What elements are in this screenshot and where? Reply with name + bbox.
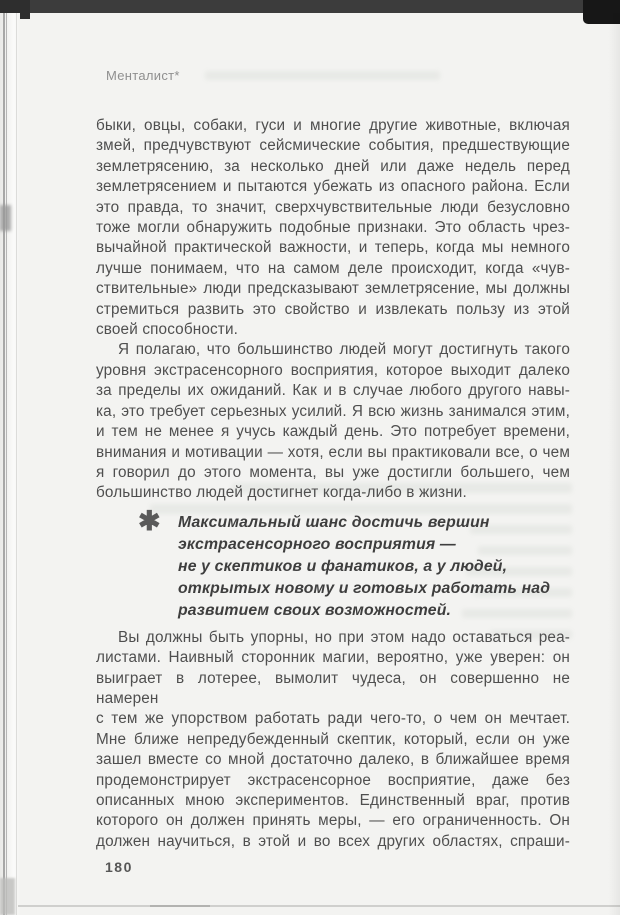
scan-bottom-edge [18, 905, 620, 907]
text-line: Я полагаю, что большинство людей могут достигнуть такого [118, 341, 570, 359]
text-line: открытых новому и готовых работать над [178, 579, 551, 597]
page-bleedthrough [205, 71, 440, 80]
paragraph [96, 628, 570, 852]
text-line: я говорил до этого момента, вы уже достигли большего, чем [96, 463, 570, 481]
page-edge-line [6, 13, 7, 915]
text-line: продемонстрирует экстрасенсорное восприятие, даже без [96, 771, 570, 789]
asterisk-star-icon: ✱ [138, 505, 161, 536]
text-line: которого он должен принять меры, — его ограниченность. Он [96, 812, 570, 830]
text-line: быки, овцы, собаки, гуси и многие другие животные, включая [96, 117, 570, 134]
text-line: зашел вместе со мной достаточно далеко, в ближайшее время [96, 751, 570, 769]
text-line: тоже могли обнаружить подобные признаки. Это область чрез- [96, 219, 570, 237]
text-line: ка, это требует серьезных усилий. Я всю жизнь занимался этим, [96, 402, 570, 420]
spine-bottom-shadow [0, 878, 15, 915]
page-edge-line [3, 13, 5, 915]
page-edge-line [16, 13, 17, 915]
text-line: Мне ближе непредубежденный скептик, который, если он уже [96, 730, 570, 748]
text-line: Максимальный шанс достичь вершин [178, 513, 490, 531]
scan-bottom-edge-mark [150, 905, 210, 907]
text-column [96, 116, 570, 852]
text-line: и тем не менее я учусь каждый день. Это потребует времени, [96, 423, 570, 441]
text-line: большинство людей достигнет когда-либо в жизни. [96, 484, 467, 502]
text-line: не у скептиков и фанатиков, а у людей, [178, 557, 508, 575]
page-right-shade [608, 13, 620, 915]
running-head: Менталист* [106, 68, 180, 83]
text-line: лучше понимаем, что на самом деле происходит, когда «чув- [96, 259, 570, 277]
spine-smudge [0, 205, 11, 231]
scan-top-edge [0, 0, 620, 13]
text-line: листами. Наивный сторонник магии, вероятно, уже уверен: он [96, 649, 570, 667]
text-line: вычайной практической важности, и теперь, когда мы немного [96, 239, 570, 257]
text-line: должен научиться, в этой и во всех других областях, спраши- [96, 832, 570, 850]
text-line: это правда, то значит, сверхчувствительные люди безусловно [96, 198, 570, 216]
text-line: стремиться развить это свойство и извлекать пользу из этой [96, 300, 570, 318]
text-line: своей способности. [96, 321, 239, 339]
text-line: выиграет в лотерее, вымолит чудеса, он совершенно не намерен [96, 669, 570, 707]
text-line: развитием своих возможностей. [178, 601, 452, 619]
text-line: за пределы их ожиданий. Как и в случае любого другого навы- [96, 382, 570, 400]
text-line: ствительные» люди предсказывают землетрясение, мы должны [96, 280, 570, 298]
text-line: описанных мною экспериментов. Единственный враг, против [96, 791, 570, 809]
text-line: землетрясением и пытаются убежать из опасного района. Если [96, 178, 570, 196]
text-line: змей, предчувствуют сейсмические события, предшествующие [96, 137, 570, 155]
text-line: экстрасенсорного восприятия — [178, 535, 456, 553]
text-line: с тем же упорством работать ради чего-то, о чем он мечтает. [96, 710, 570, 728]
page-number: 180 [105, 859, 133, 875]
paragraph [96, 116, 570, 340]
text-line: землетрясению, за несколько дней или даже недель перед [96, 157, 570, 175]
pull-quote [96, 505, 570, 622]
text-line: внимания и мотивации — хотя, если вы практиковали все, о чем [96, 443, 570, 461]
text-line: уровня экстрасенсорного восприятия, которое выходит далеко [96, 361, 570, 379]
paragraph [96, 340, 570, 503]
pull-quote-text [178, 512, 570, 622]
text-line: Вы должны быть упорны, но при этом надо оставаться реа- [118, 628, 570, 646]
